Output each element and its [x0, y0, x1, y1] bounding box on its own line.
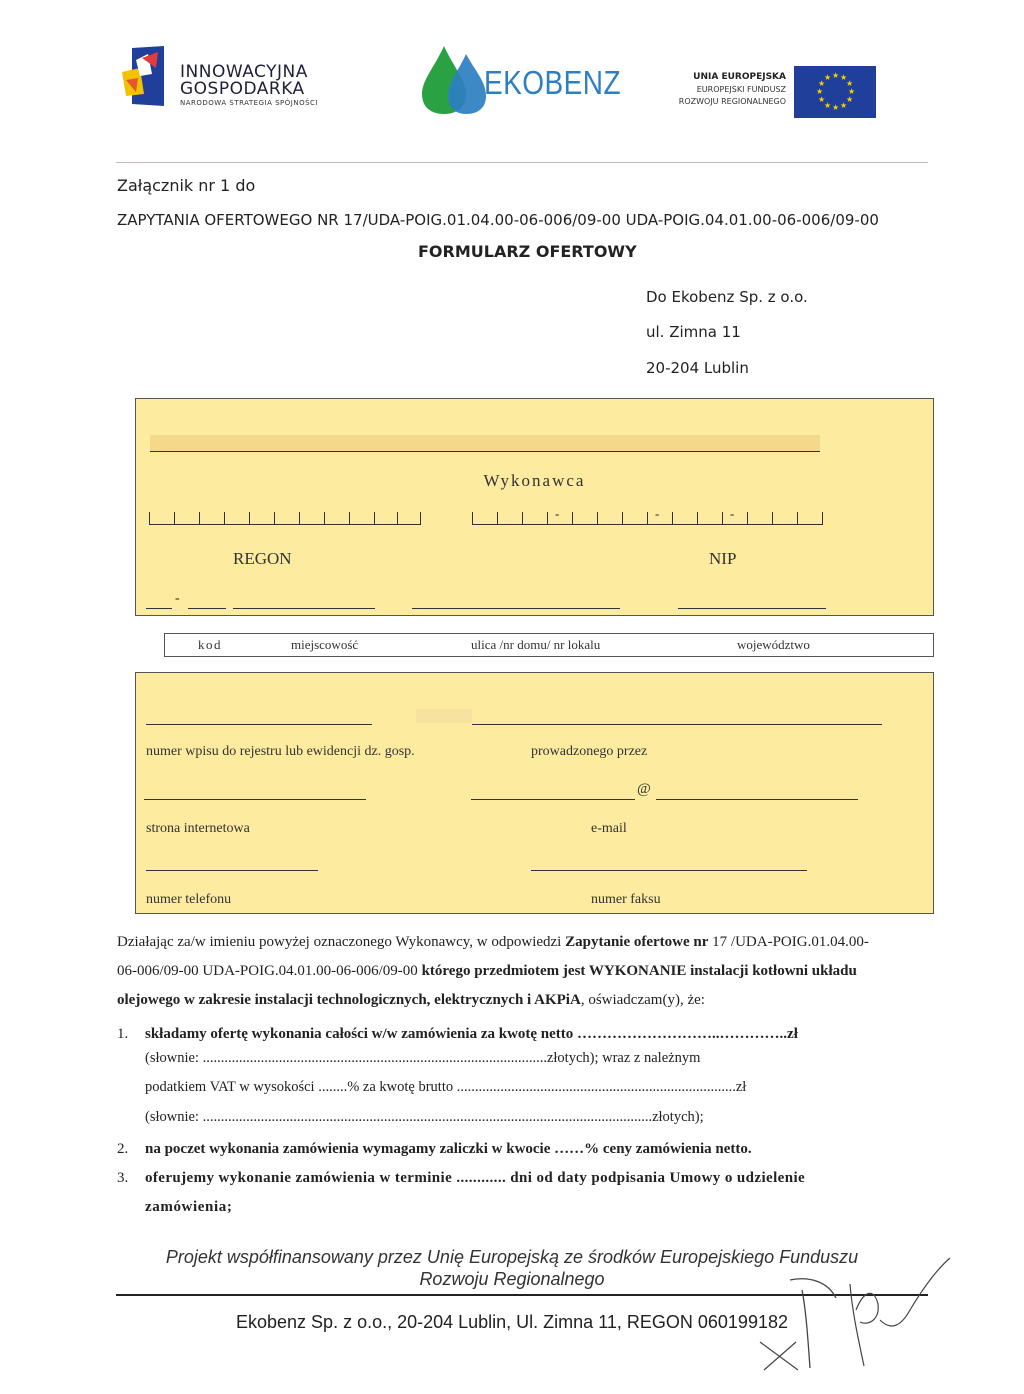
email-label: e-mail — [591, 821, 627, 836]
postal-code-field-a[interactable] — [146, 608, 172, 609]
declaration-inquiry-bold: Zapytanie ofertowe nr — [565, 934, 709, 950]
cofinance-line-1: Projekt współfinansowany przez Unię Europejską ze środków Europejskiego Funduszu — [165, 1247, 859, 1267]
city-label: miejscowość — [291, 637, 359, 652]
street-field[interactable] — [412, 608, 620, 609]
svg-text:★: ★ — [832, 71, 840, 80]
signature-image — [740, 1250, 960, 1380]
offer-items — [117, 1020, 917, 1224]
inquiry-reference: ZAPYTANIA OFERTOWEGO NR 17/UDA-POIG.01.04.00-06-006/09-00 UDA-POIG.04.01.00-06-006/09-00 — [117, 211, 879, 229]
logo-right-line2: EUROPEJSKI FUNDUSZ — [696, 85, 786, 94]
svg-text:★: ★ — [848, 87, 856, 96]
declaration-ref: 06-006/09-00 UDA-POIG.04.01.00-06-006/09-00 — [117, 963, 418, 979]
declaration-line-1 — [117, 928, 929, 957]
regon-field[interactable] — [149, 512, 421, 525]
declaration-paragraph — [117, 928, 929, 1015]
declaration-text: Działając za/w imieniu powyżej oznaczonego Wykonawcy, w odpowiedzi — [117, 934, 562, 950]
phone-label: numer telefonu — [146, 892, 232, 907]
website-field[interactable] — [144, 799, 366, 800]
item-1-line-3: podatkiem VAT w wysokości ........% za kwotę brutto .............................................................................zł — [145, 1079, 747, 1095]
item-number: 1. — [117, 1026, 129, 1042]
svg-text:★: ★ — [816, 87, 824, 96]
item-2 — [117, 1135, 917, 1164]
ekobenz-wordmark: EKOBENZ — [484, 64, 622, 101]
email-at-sign: @ — [637, 781, 651, 797]
registered-by-field[interactable] — [472, 724, 882, 725]
voivodeship-label: województwo — [737, 637, 810, 652]
contractor-heading: Wykonawca — [483, 471, 586, 490]
svg-text:★: ★ — [818, 79, 826, 88]
svg-text:★: ★ — [824, 73, 832, 82]
declaration-end: , oświadczam(y), że: — [580, 992, 705, 1008]
address-labels-strip — [164, 633, 934, 657]
declaration-line-3 — [117, 986, 929, 1015]
svg-text:★: ★ — [846, 95, 854, 104]
item-1-line-4: (słownie: ............................................................................................................................złotych); — [145, 1109, 704, 1125]
item-3-line-1: oferujemy wykonanie zamówienia w terminie ............ dni od daty podpisania Umowy o udzielenie — [145, 1170, 806, 1186]
logo-right-line1: UNIA EUROPEJSKA — [693, 72, 786, 82]
item-1-line-1: składamy ofertę wykonania całości w/w zamówienia za kwotę netto ………………………..…………..zł — [145, 1026, 798, 1042]
svg-text:★: ★ — [818, 95, 826, 104]
voivodeship-field[interactable] — [678, 608, 826, 609]
registration-box — [135, 672, 934, 914]
registry-number-label: numer wpisu do rejestru lub ewidencji dz. gosp. — [146, 744, 415, 759]
logo-ekobenz — [420, 42, 622, 118]
form-title: FORMULARZ OFERTOWY — [418, 242, 637, 261]
regon-label: REGON — [233, 549, 292, 568]
nip-separator: - — [730, 506, 735, 521]
logo-left-line3: NARODOWA STRATEGIA SPÓJNOŚCI — [180, 99, 318, 107]
item-number: 3. — [117, 1170, 129, 1186]
svg-text:★: ★ — [846, 79, 854, 88]
contractor-box — [135, 398, 934, 616]
email-field-domain[interactable] — [656, 799, 858, 800]
svg-text:★: ★ — [840, 73, 848, 82]
eu-flag-icon — [794, 66, 876, 118]
droplets-icon — [420, 42, 490, 116]
website-label: strona internetowa — [146, 821, 250, 836]
svg-text:★: ★ — [840, 101, 848, 110]
email-field-user[interactable] — [471, 799, 635, 800]
declaration-subject: którego przedmiotem jest WYKONANIE instalacji kotłowni układu — [421, 963, 857, 979]
recipient-line-1: Do Ekobenz Sp. z o.o. — [646, 288, 808, 306]
item-3-line-2: zamówienia; — [145, 1199, 233, 1215]
item-3 — [117, 1164, 917, 1224]
logo-right-line3: ROZWOJU REGIONALNEGO — [678, 97, 786, 106]
cofinance-line-2: Rozwoju Regionalnego — [419, 1269, 605, 1289]
nip-separator: - — [655, 506, 660, 521]
logo-eu — [640, 66, 880, 118]
recipient-line-2: ul. Zimna 11 — [646, 323, 741, 341]
item-1 — [117, 1020, 917, 1135]
declaration-scope: olejowego w zakresie instalacji technologicznych, elektrycznych i AKPiA — [117, 992, 581, 1008]
svg-text:★: ★ — [824, 101, 832, 110]
declaration-line-2 — [117, 957, 929, 986]
phone-field[interactable] — [146, 870, 318, 871]
registry-field-highlight — [416, 709, 472, 723]
registered-by-label: prowadzonego przez — [531, 744, 648, 759]
postal-code-label: kod — [198, 637, 222, 652]
nip-field[interactable] — [472, 506, 823, 525]
svg-text:★: ★ — [832, 103, 840, 112]
fax-field[interactable] — [531, 870, 807, 871]
logo-left-line2: GOSPODARKA — [180, 79, 305, 99]
attachment-label: Załącznik nr 1 do — [117, 176, 256, 195]
declaration-inquiry-number: 17 /UDA-POIG.01.04.00- — [712, 934, 869, 950]
registry-number-field[interactable] — [146, 724, 372, 725]
street-label: ulica /nr domu/ nr lokalu — [471, 637, 601, 652]
innowacyjna-logo-icon — [118, 46, 166, 106]
item-1-line-2: (słownie: ...............................................................................................złotych); wraz z należnym — [145, 1050, 701, 1066]
city-field[interactable] — [233, 608, 375, 609]
nip-separator: - — [555, 506, 560, 521]
header-divider — [116, 162, 928, 163]
logo-left-line1: INNOWACYJNA — [180, 62, 308, 82]
logo-innowacyjna-gospodarka — [118, 46, 348, 108]
postal-separator: - — [175, 591, 180, 606]
item-2-line-1: na poczet wykonania zamówienia wymagamy zaliczki w kwocie ……% ceny zamówienia netto. — [145, 1141, 752, 1157]
nip-label: NIP — [709, 549, 737, 568]
fax-label: numer faksu — [591, 892, 661, 907]
item-number: 2. — [117, 1141, 129, 1157]
recipient-line-3: 20-204 Lublin — [646, 359, 749, 377]
contractor-name-field[interactable] — [150, 435, 820, 452]
company-footer: Ekobenz Sp. z o.o., 20-204 Lublin, Ul. Zimna 11, REGON 060199182 — [236, 1312, 788, 1332]
postal-code-field-b[interactable] — [188, 608, 226, 609]
